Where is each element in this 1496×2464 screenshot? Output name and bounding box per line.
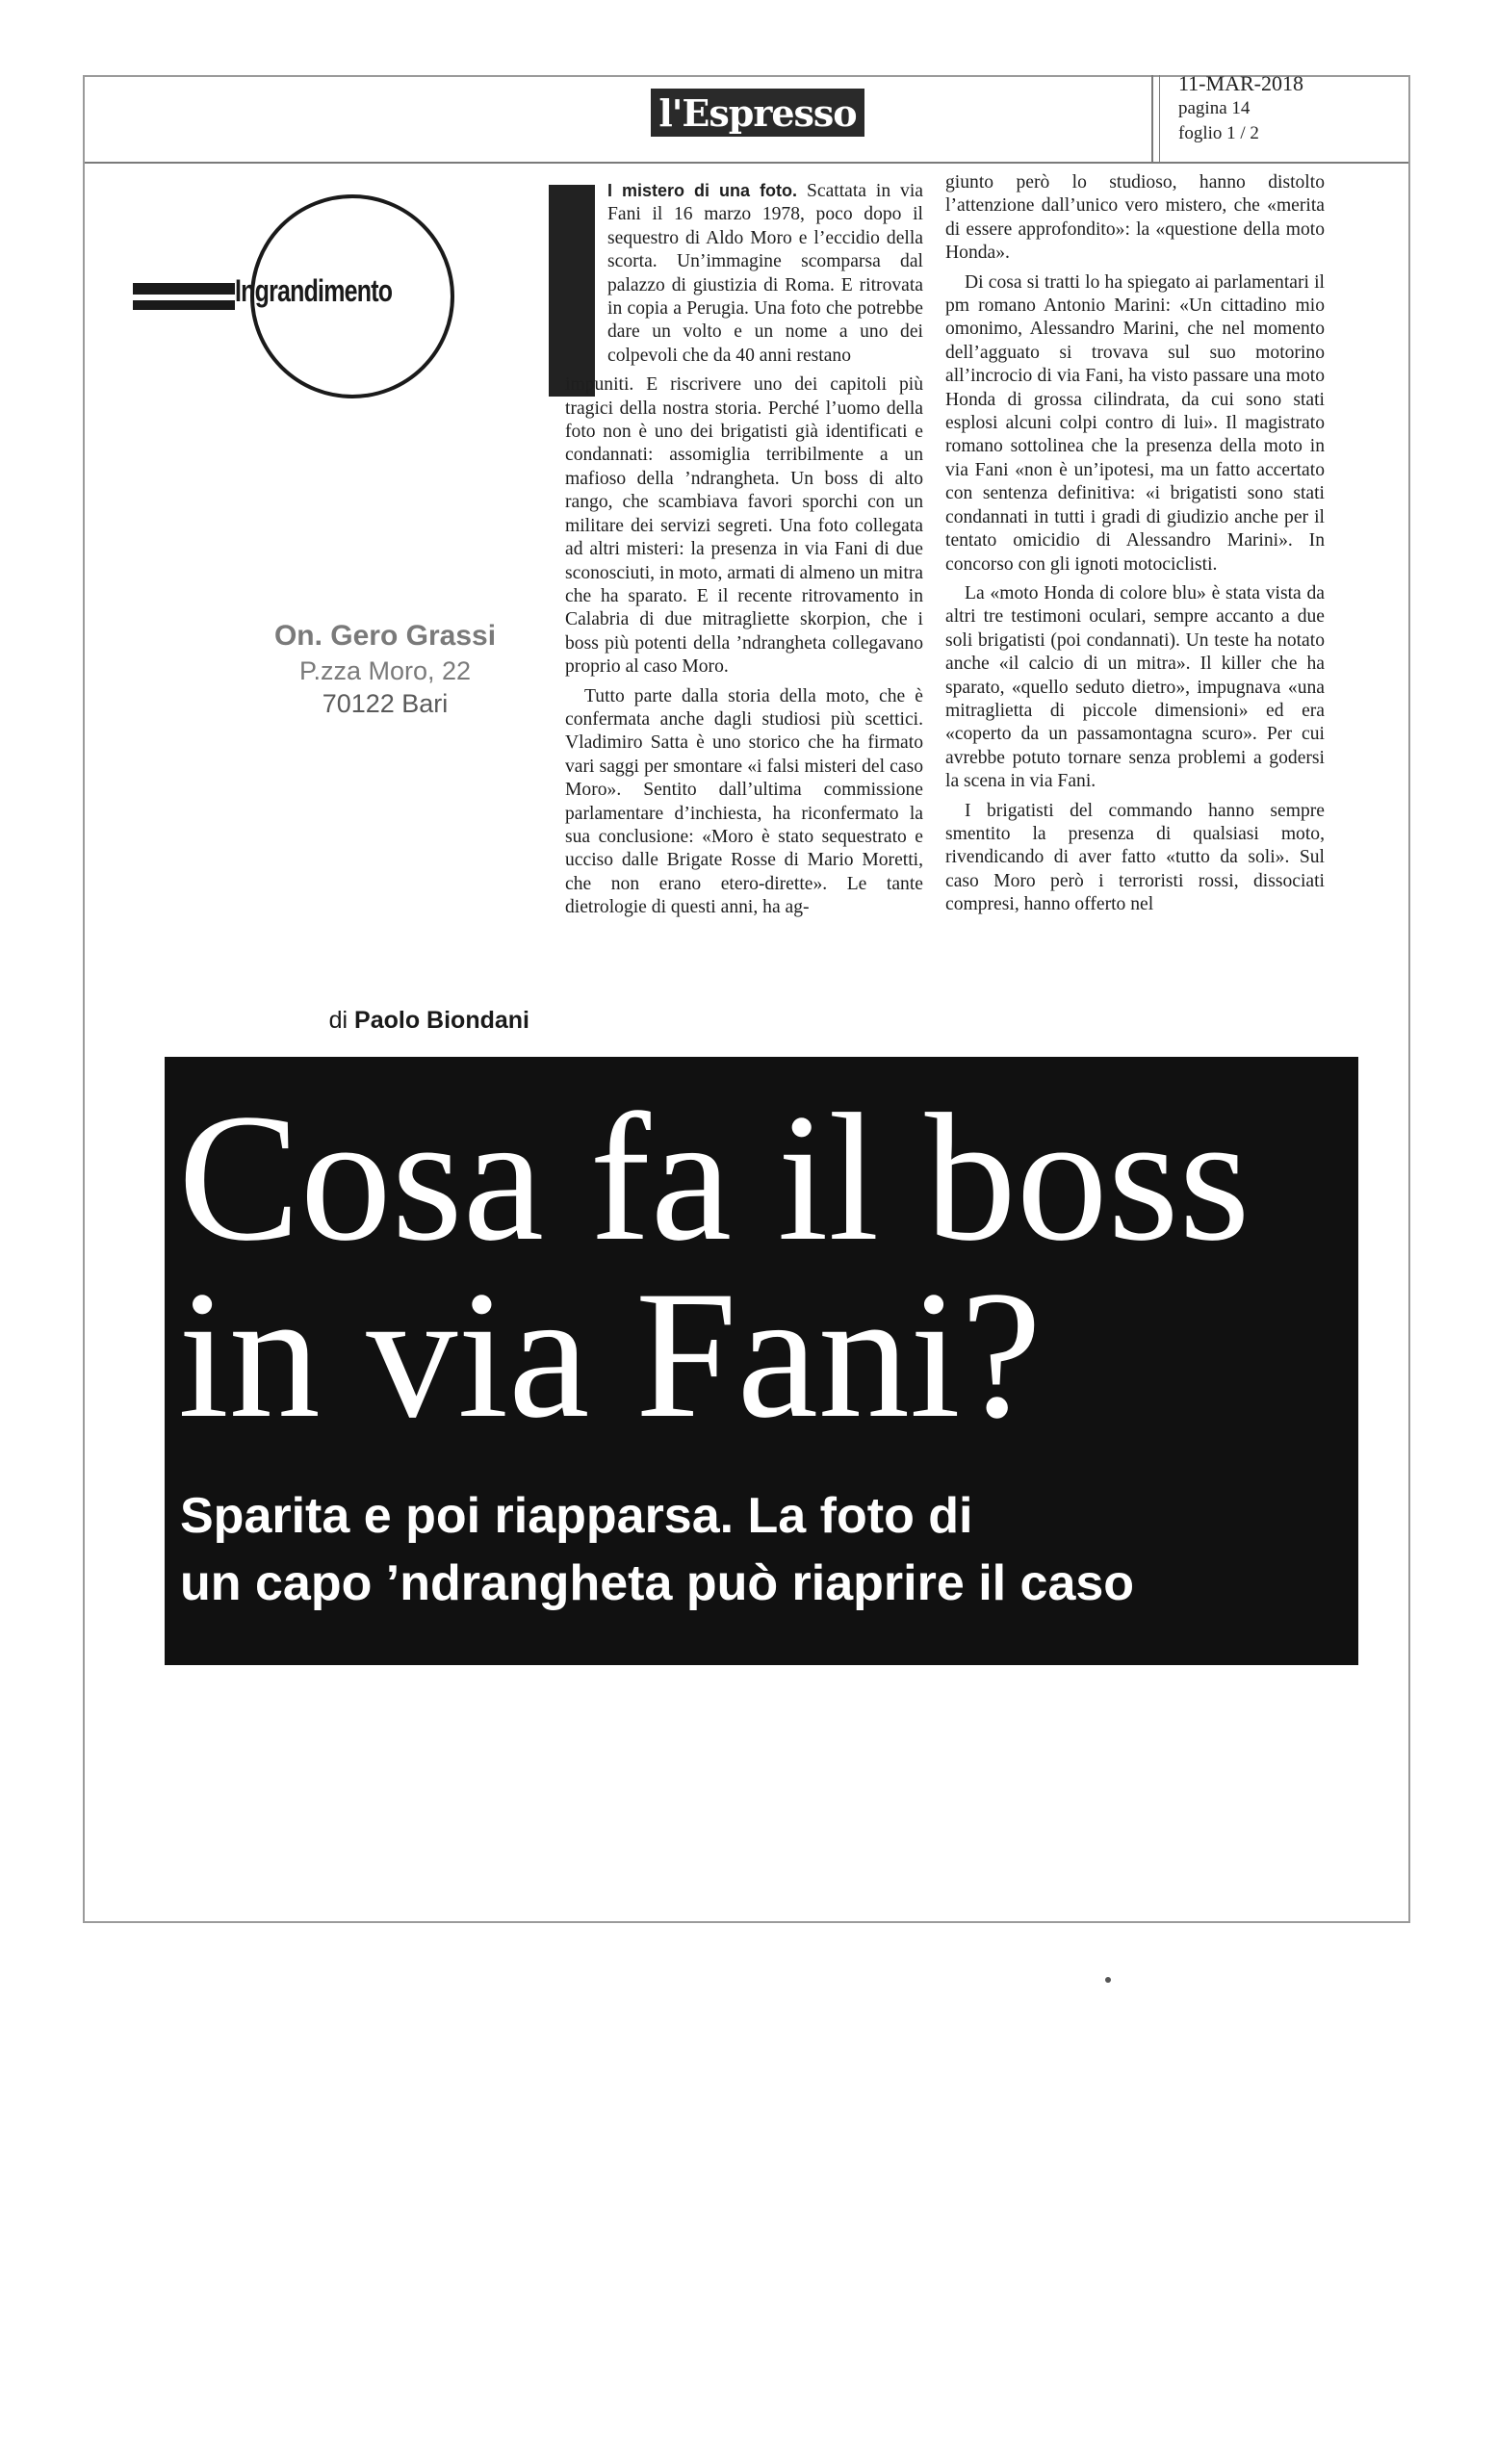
article-paragraph: La «moto Honda di colore blu» è stata vista da altri tre testimoni oculari, sempre accanto a due soli brigatisti (poi condannati). Un teste ha notato anche «il calcio di un mitra». Il killer che ha sparato, «quello seduto dietro», impugnava «una mitraglietta di piccole dimensioni» ed era «coperto da un passamontagna scuro». Per cui avrebbe potuto tornare senza problemi a godersi la scena in via Fani. [945,582,1325,792]
article-paragraph: I brigatisti del commando hanno sempre smentito la presenza di qualsiasi moto, rivendicando di aver fatto «tutto da soli». Sul caso Moro però i terroristi rossi, dissociati compresi, hanno offerto nel [945,800,1325,915]
clipping-meta [1178,71,1400,146]
header-separator-thin [1159,75,1160,164]
address-stamp [241,618,529,720]
byline-prefix: di [328,1007,348,1034]
stamp-street: P.zza Moro, 22 [298,656,472,685]
byline-author: Paolo Biondani [354,1007,529,1034]
clipping-page: pagina 14 [1178,98,1251,118]
headline-line-1: Cosa fa il boss [178,1077,1251,1279]
scan-speck [1105,1977,1111,1983]
headline-banner [165,1057,1358,1665]
article-paragraph: giunto però lo studioso, hanno distolto l’attenzione dall’unico vero mistero, che «merita di essere approfondito»: la «questione della moto Honda». [945,172,1325,264]
article-lead: I mistero di una foto. [607,181,798,200]
article-paragraph: Tutto parte dalla storia della moto, che è confermata anche dagli studiosi più scettici. Vladimiro Satta è uno storico che ha firmato vari saggi per smontare «i falsi misteri del caso Moro». Sentito dall’ultima commissione parlamentare d’inchiesta, ha riconfermato la sua conclusione: «Moro è stato sequestrato e ucciso dalle Brigate Rosse di Mario Moretti, che non erano etero-dirette». Le tante dietrologie di questi anni, ha ag- [565,685,923,918]
header-rule [85,162,1408,164]
magnifier-handle-icon [133,283,239,312]
article-paragraph: impuniti. E riscrivere uno dei capitoli più tragici della nostra storia. Perché l’uomo della foto non è uno dei brigatisti già identificati e condannati: assomiglia terribilmente a un mafioso della ’ndrangheta. Un boss di alto rango, che scambiava favori sporchi con un militare dei servizi segreti. Una foto collegata ad altri misteri: la presenza in via Fani di due sconosciuti, in moto, armati di almeno un mitra che ha sparato. E il recente ritrovamento in Calabria di due mitragliette skorpion, che i boss più potenti della ’ndrangheta collegavano proprio al caso Moro. [565,374,923,678]
publication-logo: l'Espresso [651,89,864,137]
article-intro-text: Scattata in via Fani il 16 marzo 1978, poco dopo il sequestro di Aldo Moro e l’eccidio della scorta. Un’immagine scomparsa dal palazzo di giustizia di Roma. E ritrovata in copia a Perugia. Una foto che potrebbe dare un volto e un nome a uno dei colpevoli che da 40 anni restano [607,181,923,366]
clipping-date: 11-MAR-2018 [1178,71,1303,95]
stamp-city: 70122 Bari [322,689,449,718]
byline [270,1007,529,1035]
article-column-2 [945,171,1325,923]
subheadline [180,1482,1335,1617]
subheadline-line-2: un capo ’ndrangheta può riaprire il caso [180,1555,1135,1611]
headline-line-2: in via Fani? [178,1254,1043,1456]
header-separator [1151,75,1153,164]
stamp-name: On. Gero Grassi [273,620,497,652]
headline [178,1077,1343,1456]
section-label: Ingrandimento [235,273,393,308]
article-paragraph: Di cosa si tratti lo ha spiegato ai parlamentari il pm romano Antonio Marini: «Un cittadino mio omonimo, Alessandro Marini, che nel momento dell’agguato si trovava sul suo motorino all’incrocio di via Fani, ha visto passare una moto Honda di grossa cilindrata, da cui sono stati esplosi alcuni colpi contro di lui». Il magistrato romano sottolinea che la presenza della moto in via Fani «non è un’ipotesi, ma un fatto accertato con sentenza definitiva: «i brigatisti sono stati condannati in tutti i gradi di giudizio anche per il tentato omicidio di Alessandro Marini». In concorso con gli ignoti motociclisti. [945,271,1325,575]
subheadline-line-1: Sparita e poi riapparsa. La foto di [180,1488,973,1544]
article-column-1 [565,179,923,926]
clipping-sheet: foglio 1 / 2 [1178,123,1259,143]
article-intro [607,179,923,368]
